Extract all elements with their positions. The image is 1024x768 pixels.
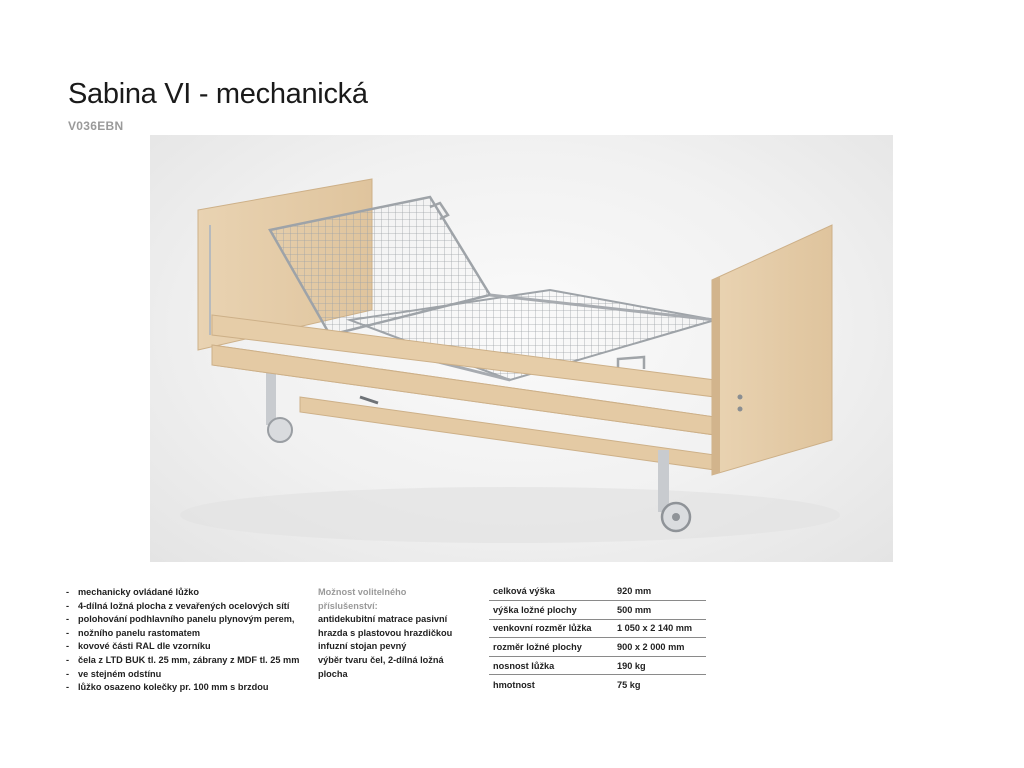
table-row: [489, 619, 706, 638]
table-row: [489, 601, 706, 620]
spec-value: 190 kg: [609, 656, 706, 675]
accessory-item: hrazda s plastovou hrazdičkou: [318, 627, 453, 638]
spec-label: venkovní rozměr lůžka: [489, 619, 609, 638]
spec-label: výška ložné plochy: [489, 601, 609, 620]
table-row: [489, 638, 706, 657]
list-item: - čela z LTD BUK tl. 25 mm, zábrany z MDF tl. 25 mm: [66, 654, 306, 668]
list-item: - 4-dílná ložná plocha z vevařených ocelových sítí: [66, 600, 306, 614]
spec-value: 75 kg: [617, 679, 641, 690]
spec-label: celková výška: [489, 582, 609, 601]
spec-value: 920 mm: [609, 582, 706, 601]
table-row: [489, 675, 706, 694]
accessory-item: výběr tvaru čel, 2-dílná ložná: [318, 654, 444, 665]
accessory-item: infuzní stojan pevný: [318, 641, 407, 652]
accessory-item: antidekubitní matrace pasivní: [318, 614, 448, 625]
list-item: - nožního panelu rastomatem: [66, 627, 306, 641]
spec-value: 1 050 x 2 140 mm: [609, 619, 706, 638]
table-row: [489, 656, 706, 675]
accessories-block: [318, 586, 468, 681]
product-title: Sabina VI - mechanická: [68, 78, 368, 110]
spec-label: nosnost lůžka: [489, 656, 609, 675]
accessory-item: plocha: [318, 668, 348, 679]
accessories-heading: Možnost volitelného příslušenství:: [318, 587, 407, 611]
product-photo: [150, 135, 893, 562]
hospital-bed-image: [150, 135, 893, 562]
spec-table: [489, 582, 706, 694]
list-item: - mechanicky ovládané lůžko: [66, 586, 306, 600]
list-item: - polohování podhlavního panelu plynovým perem,: [66, 613, 306, 627]
spec-label: rozměr ložné plochy: [489, 638, 609, 657]
spec-value: 500 mm: [609, 601, 706, 620]
spec-label: hmotnost: [493, 679, 535, 690]
list-item: - kovové části RAL dle vzorníku: [66, 640, 306, 654]
table-row: [489, 582, 706, 601]
feature-list: [66, 586, 306, 695]
list-item: - lůžko osazeno kolečky pr. 100 mm s brzdou: [66, 681, 306, 695]
product-code: V036EBN: [68, 119, 124, 133]
spec-value: 900 x 2 000 mm: [609, 638, 706, 657]
list-item: - ve stejném odstínu: [66, 668, 306, 682]
